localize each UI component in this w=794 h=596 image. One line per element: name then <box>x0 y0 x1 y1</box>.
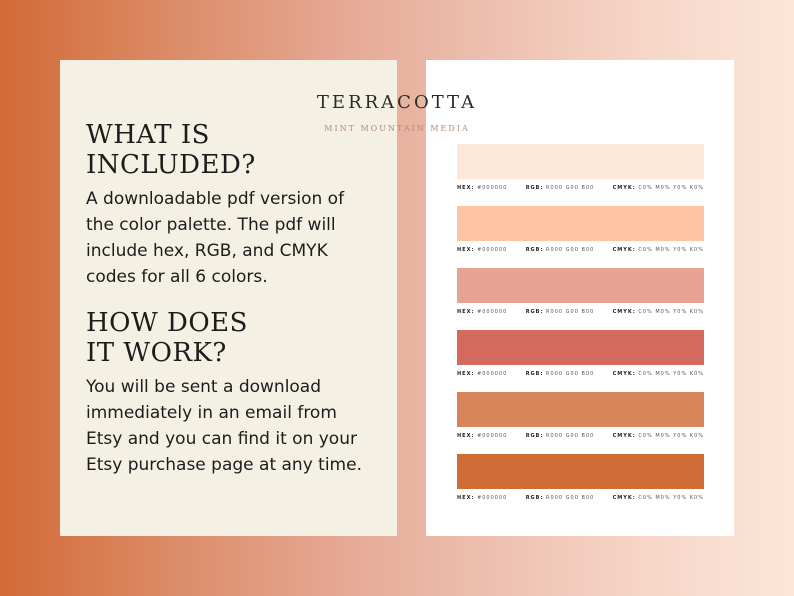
hex-code: HEX: #000000 <box>457 185 508 191</box>
color-swatch-6 <box>457 454 704 489</box>
how-does-it-work-text: You will be sent a download immediately in an email from Etsy and you can find it on your Etsy purchase page at any time. <box>86 377 362 475</box>
palette-title: TERRACOTTA <box>316 92 478 113</box>
cmyk-code: CMYK: C0% M0% Y0% K0% <box>612 247 704 253</box>
rgb-code: RGB: R000 G00 B00 <box>525 495 595 501</box>
swatch-row-6 <box>457 454 704 501</box>
what-is-included-text: A downloadable pdf version of the color palette. The pdf will include hex, RGB, and CMYK codes for all 6 colors. <box>86 189 345 287</box>
hex-code: HEX: #000000 <box>457 495 508 501</box>
color-swatch-2 <box>457 206 704 241</box>
how-does-it-work-section <box>86 308 377 478</box>
swatch-row-3 <box>457 268 704 315</box>
swatch-row-1 <box>457 144 704 191</box>
swatch-codes-1 <box>457 185 704 191</box>
color-swatch-1 <box>457 144 704 179</box>
what-is-included-heading: WHAT IS INCLUDED? <box>86 120 256 180</box>
swatch-codes-2 <box>457 247 704 253</box>
hex-code: HEX: #000000 <box>457 309 508 315</box>
color-swatch-4 <box>457 330 704 365</box>
swatch-codes-3 <box>457 309 704 315</box>
rgb-code: RGB: R000 G00 B00 <box>525 371 595 377</box>
swatch-codes-4 <box>457 371 704 377</box>
swatch-row-2 <box>457 206 704 253</box>
cmyk-code: CMYK: C0% M0% Y0% K0% <box>612 309 704 315</box>
rgb-code: RGB: R000 G00 B00 <box>525 309 595 315</box>
color-swatch-5 <box>457 392 704 427</box>
color-swatch-3 <box>457 268 704 303</box>
how-does-it-work-heading: HOW DOES IT WORK? <box>86 308 248 368</box>
cmyk-code: CMYK: C0% M0% Y0% K0% <box>612 433 704 439</box>
swatch-codes-5 <box>457 433 704 439</box>
rgb-code: RGB: R000 G00 B00 <box>525 433 595 439</box>
cmyk-code: CMYK: C0% M0% Y0% K0% <box>612 495 704 501</box>
rgb-code: RGB: R000 G00 B00 <box>525 185 595 191</box>
cmyk-code: CMYK: C0% M0% Y0% K0% <box>612 185 704 191</box>
swatch-codes-6 <box>457 495 704 501</box>
rgb-code: RGB: R000 G00 B00 <box>525 247 595 253</box>
hex-code: HEX: #000000 <box>457 247 508 253</box>
swatch-row-4 <box>457 330 704 377</box>
palette-subtitle: MINT MOUNTAIN MEDIA <box>324 124 470 133</box>
hex-code: HEX: #000000 <box>457 433 508 439</box>
hex-code: HEX: #000000 <box>457 371 508 377</box>
swatch-row-5 <box>457 392 704 439</box>
cmyk-code: CMYK: C0% M0% Y0% K0% <box>612 371 704 377</box>
